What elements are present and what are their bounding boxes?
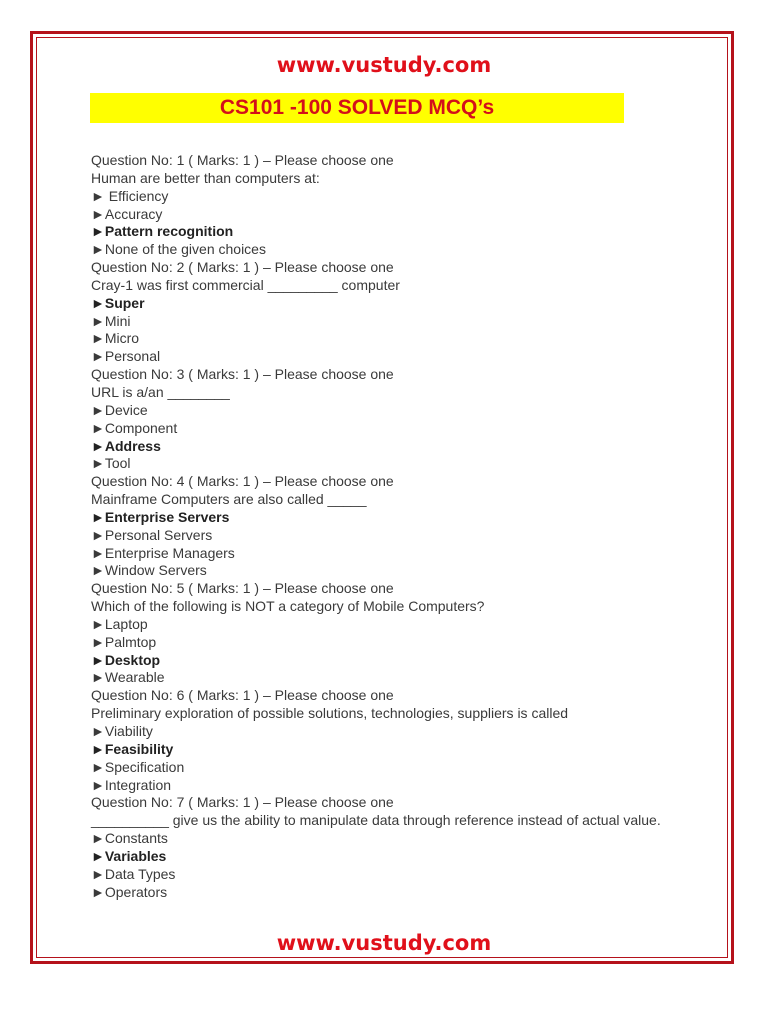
answer-option-correct: ►Pattern recognition — [91, 223, 234, 240]
question-text: Mainframe Computers are also called _____ — [91, 491, 367, 508]
answer-option: ►Specification — [91, 758, 185, 775]
answer-option: ►Palmtop — [91, 633, 157, 650]
answer-option-correct: ►Desktop — [91, 651, 161, 668]
answer-option: ►Device — [91, 401, 148, 418]
question-text: URL is a/an ________ — [91, 383, 230, 400]
answer-option: ►Data Types — [91, 865, 176, 882]
answer-option: ►Accuracy — [91, 205, 163, 222]
answer-option-correct: ►Feasibility — [91, 740, 174, 757]
question-block — [91, 580, 691, 687]
question-block — [91, 152, 691, 259]
footer-site-link[interactable]: www.vustudy.com — [276, 931, 492, 955]
answer-option: ►Mini — [91, 312, 131, 329]
answer-option: ►Window Servers — [91, 562, 207, 579]
question-header: Question No: 2 ( Marks: 1 ) – Please choose one — [91, 259, 394, 276]
header-site-link[interactable]: www.vustudy.com — [276, 53, 492, 77]
question-text: Preliminary exploration of possible solutions, technologies, suppliers is called — [91, 705, 569, 722]
answer-option: ►Wearable — [91, 669, 165, 686]
answer-option-correct: ►Super — [91, 294, 145, 311]
question-block — [91, 794, 691, 901]
answer-option: ►Operators — [91, 883, 168, 900]
page-title: CS101 -100 SOLVED MCQ’s — [219, 96, 495, 119]
answer-option: ►Component — [91, 419, 178, 436]
answer-option: ►Constants — [91, 830, 168, 847]
question-block — [91, 366, 691, 473]
question-text: Which of the following is NOT a category of Mobile Computers? — [91, 598, 485, 615]
question-header: Question No: 7 ( Marks: 1 ) – Please choose one — [91, 794, 394, 811]
answer-option: ►Enterprise Managers — [91, 544, 235, 561]
answer-option-correct: ►Enterprise Servers — [91, 508, 230, 525]
answer-option: ►Micro — [91, 330, 140, 347]
question-list — [91, 152, 691, 901]
question-header: Question No: 6 ( Marks: 1 ) – Please choose one — [91, 687, 394, 704]
question-header: Question No: 5 ( Marks: 1 ) – Please choose one — [91, 580, 394, 597]
answer-option: ►Tool — [91, 455, 131, 472]
question-text: __________ give us the ability to manipulate data through reference instead of actual value. — [91, 812, 661, 829]
title-banner — [90, 93, 624, 123]
answer-option-correct: ►Variables — [91, 847, 167, 864]
answer-option: ►Personal — [91, 348, 161, 365]
answer-option-correct: ►Address — [91, 437, 161, 454]
answer-option: ►Laptop — [91, 615, 148, 632]
question-text: Cray-1 was first commercial _________ computer — [91, 276, 400, 293]
answer-option: ►Viability — [91, 723, 153, 739]
question-block — [91, 473, 691, 580]
question-header: Question No: 3 ( Marks: 1 ) – Please choose one — [91, 366, 394, 383]
question-block — [91, 687, 691, 794]
question-text: Human are better than computers at: — [91, 169, 320, 186]
question-block — [91, 259, 691, 366]
answer-option: ►Integration — [91, 776, 172, 793]
answer-option: ►None of the given choices — [91, 241, 266, 258]
question-header: Question No: 4 ( Marks: 1 ) – Please choose one — [91, 473, 394, 490]
answer-option: ►Personal Servers — [91, 526, 213, 543]
question-header: Question No: 1 ( Marks: 1 ) – Please choose one — [91, 152, 394, 168]
answer-option: ► Efficiency — [91, 187, 169, 204]
